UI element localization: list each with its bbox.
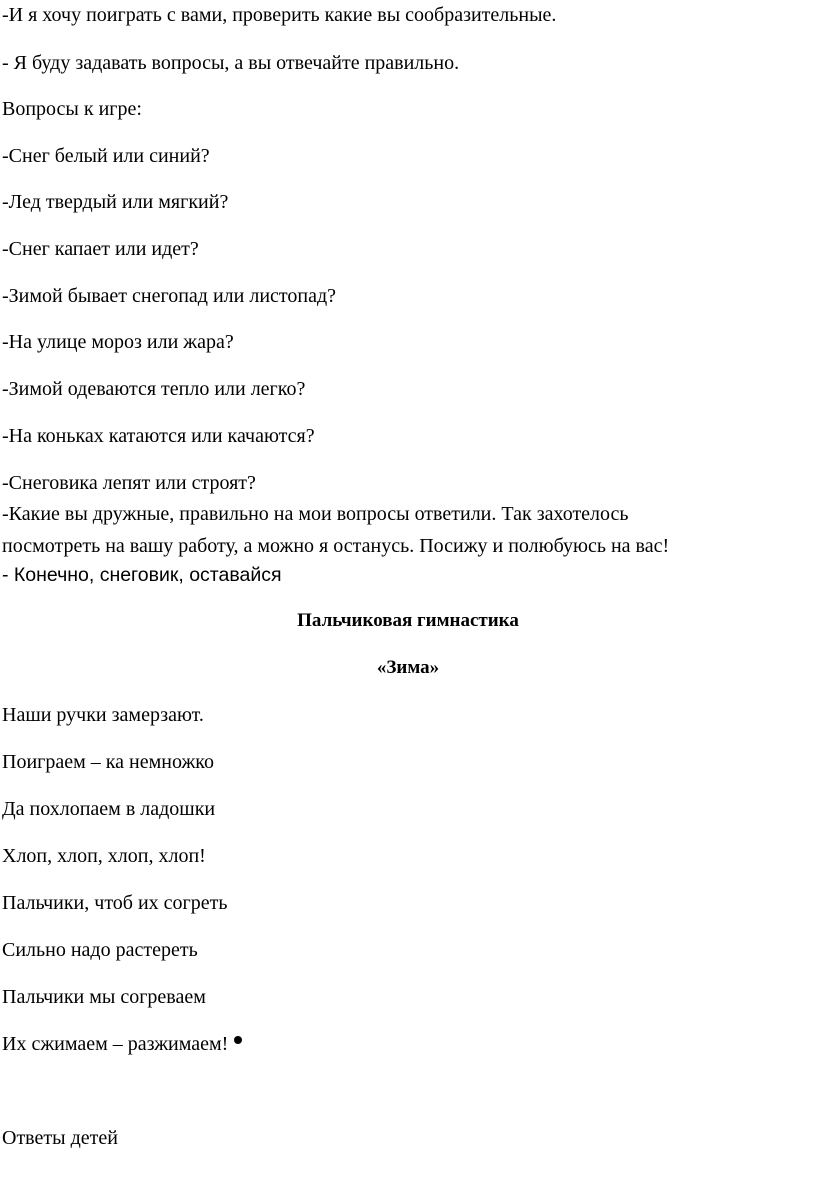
verse-line-8-text: Их сжимаем – разжимаем! xyxy=(2,1033,229,1055)
question-3: -Снег капает или идет? xyxy=(2,238,199,260)
dialogue-line-3: - Конечно, снеговик, оставайся xyxy=(2,564,282,586)
answers-label: Ответы детей xyxy=(2,1127,118,1149)
question-4: -Зимой бывает снегопад или листопад? xyxy=(2,285,337,307)
verse-line-6: Сильно надо растереть xyxy=(2,939,198,961)
question-7: -На коньках катаются или качаются? xyxy=(2,425,315,447)
question-8: -Снеговика лепят или строят? xyxy=(2,472,256,494)
verse-line-8 xyxy=(2,1032,242,1056)
dialogue-line-2: посмотреть на вашу работу, а можно я останусь. Посижу и полюбуюсь на вас! xyxy=(2,535,670,557)
verse-line-2: Поиграем – ка немножко xyxy=(2,751,215,773)
verse-line-1: Наши ручки замерзают. xyxy=(2,704,204,726)
questions-heading: Вопросы к игре: xyxy=(2,98,142,120)
bullet-dot-icon xyxy=(234,1036,242,1044)
intro-line-1: -И я хочу поиграть с вами, проверить какие вы сообразительные. xyxy=(2,4,557,26)
question-1: -Снег белый или синий? xyxy=(2,145,210,167)
gymnastics-subtitle: «Зима» xyxy=(376,657,440,678)
verse-line-5: Пальчики, чтоб их согреть xyxy=(2,892,228,914)
question-2: -Лед твердый или мягкий? xyxy=(2,191,229,213)
question-5: -На улице мороз или жара? xyxy=(2,331,234,353)
dialogue-line-1: -Какие вы дружные, правильно на мои вопросы ответили. Так захотелось xyxy=(2,503,629,525)
verse-line-3: Да похлопаем в ладошки xyxy=(2,798,216,820)
intro-line-2: - Я буду задавать вопросы, а вы отвечайте правильно. xyxy=(2,52,460,74)
verse-line-4: Хлоп, хлоп, хлоп, хлоп! xyxy=(2,845,206,867)
question-6: -Зимой одеваются тепло или легко? xyxy=(2,378,306,400)
verse-line-7: Пальчики мы согреваем xyxy=(2,986,206,1008)
gymnastics-title: Пальчиковая гимнастика xyxy=(297,610,519,631)
